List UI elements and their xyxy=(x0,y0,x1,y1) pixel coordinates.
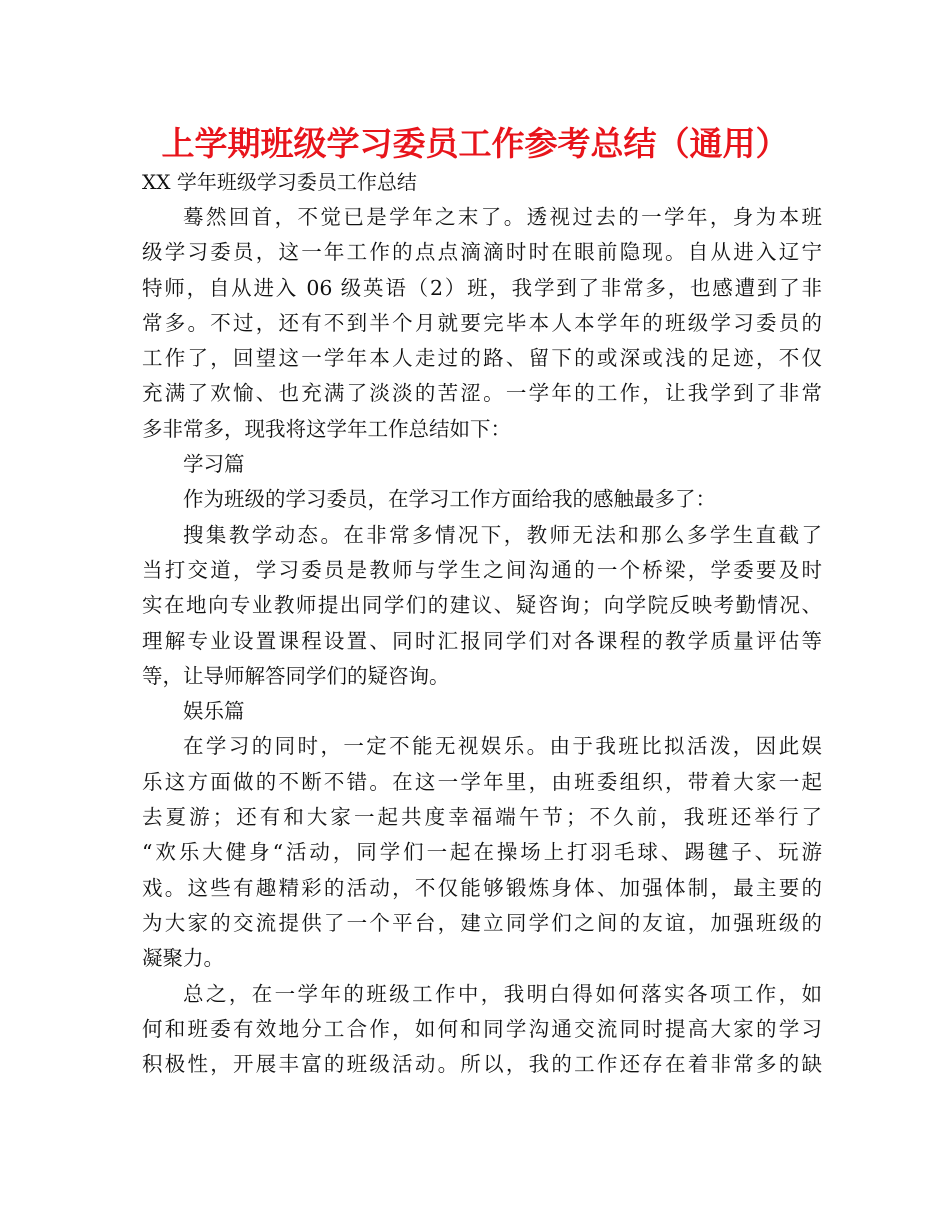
document-title: 上学期班级学习委员工作参考总结（通用） xyxy=(161,124,789,163)
document-subtitle: XX 学年班级学习委员工作总结 xyxy=(142,170,417,194)
text-line: “欢乐大健身“活动，同学们一起在操场上打羽毛球、踢毽子、玩游 xyxy=(142,840,822,865)
text-line: 何和班委有效地分工合作，如何和同学沟通交流同时提高大家的学习 xyxy=(142,1016,822,1041)
text-line: 积极性，开展丰富的班级活动。所以，我的工作还存在着非常多的缺 xyxy=(142,1052,822,1077)
text-line: 工作了，回望这一学年本人走过的路、留下的或深或浅的足迹，不仅 xyxy=(142,346,822,371)
document-body xyxy=(142,200,822,1082)
text-line: 乐这方面做的不断不错。在这一学年里，由班委组织，带着大家一起 xyxy=(142,769,822,794)
text-line: 级学习委员，这一年工作的点点滴滴时时在眼前隐现。自从进入辽宁 xyxy=(142,240,822,265)
text-line: 充满了欢愉、也充满了淡淡的苦涩。一学年的工作，让我学到了非常 xyxy=(142,381,822,406)
text-line: 搜集教学动态。在非常多情况下，教师无法和那么多学生直截了 xyxy=(183,522,822,547)
text-line: 娱乐篇 xyxy=(183,699,245,724)
text-line: 特师，自从进入 06 级英语（2）班，我学到了非常多，也感遭到了非 xyxy=(142,275,822,300)
text-line: 常多。不过，还有不到半个月就要完毕本人本学年的班级学习委员的 xyxy=(142,310,822,335)
text-line: 等，让导师解答同学们的疑咨询。 xyxy=(142,663,450,688)
text-line: 实在地向专业教师提出同学们的建议、疑咨询；向学院反映考勤情况、 xyxy=(142,593,822,618)
text-line: 多非常多，现我将这学年工作总结如下： xyxy=(142,416,511,441)
text-line: 为大家的交流提供了一个平台，建立同学们之间的友谊，加强班级的 xyxy=(142,910,822,935)
text-line: 作为班级的学习委员，在学习工作方面给我的感触最多了： xyxy=(183,487,716,512)
text-line: 凝聚力。 xyxy=(142,946,224,971)
text-line: 在学习的同时，一定不能无视娱乐。由于我班比拟活泼，因此娱 xyxy=(183,734,822,759)
text-line: 蓦然回首，不觉已是学年之末了。透视过去的一学年，身为本班 xyxy=(183,205,822,229)
text-line: 去夏游；还有和大家一起共度幸福端午节；不久前，我班还举行了 xyxy=(142,805,822,830)
text-line: 戏。这些有趣精彩的活动，不仅能够锻炼身体、加强体制，最主要的 xyxy=(142,875,822,900)
text-line: 学习篇 xyxy=(183,452,245,477)
text-line: 当打交道，学习委员是教师与学生之间沟通的一个桥梁，学委要及时 xyxy=(142,557,822,582)
text-line: 总之，在一学年的班级工作中，我明白得如何落实各项工作，如 xyxy=(183,981,822,1006)
text-line: 理解专业设置课程设置、同时汇报同学们对各课程的教学质量评估等 xyxy=(142,628,822,653)
